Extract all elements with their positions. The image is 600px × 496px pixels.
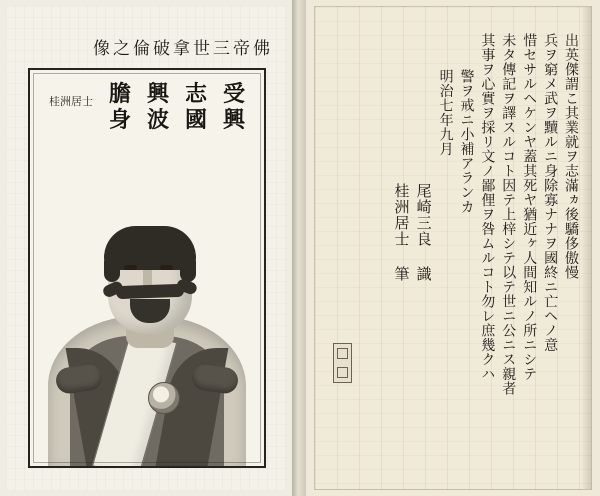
seal-stamp [333, 343, 352, 383]
text-column: 惜セサルヘケンヤ蓋其死ヤ猶近ヶ人間知ルノ所ニシテ [521, 33, 538, 381]
portrait-frame [28, 68, 266, 468]
signature-column: 尾崎三良 識 [414, 183, 433, 282]
poem-column [147, 82, 169, 192]
caption-char: 佛 [253, 38, 270, 59]
left-page [0, 0, 292, 496]
poem-char: 國 [185, 106, 208, 133]
caption-char: 世 [193, 38, 210, 59]
portrait-eye-left [124, 265, 137, 270]
napoleon-iii-portrait [30, 191, 264, 466]
text-column: 兵ヲ窮メ武ヲ黷ルニ身除寡ナナヲ國終ニ亡ヘノ意 [542, 33, 559, 352]
poem-char: 膽 [108, 81, 131, 107]
book-gutter [292, 0, 306, 496]
page-edge-shadow [581, 7, 591, 490]
portrait-medal [148, 382, 180, 414]
poem-signature: 桂洲居士 [48, 95, 93, 108]
text-column: 警ヲ戒ニ小補アランカ [458, 69, 475, 214]
poem-column [185, 82, 207, 192]
poem-char: 波 [146, 106, 169, 133]
poem-char: 興 [146, 81, 169, 107]
signature-column: 桂洲居士 筆 [392, 183, 411, 282]
portrait-eye-right [160, 265, 173, 270]
date-column: 明治七年九月 [437, 69, 454, 156]
caption-char: 像 [93, 38, 110, 59]
text-column: 未タ傳記ヲ譯スルコト因テ上梓シテ以テ世ニ公ニス親者 [500, 33, 517, 396]
portrait-hair [104, 226, 196, 270]
caption-char: 帝 [233, 38, 250, 59]
caption-char: 破 [153, 38, 170, 59]
poem-column [223, 82, 245, 192]
seal-glyph-bottom [337, 367, 348, 378]
left-page-paper [6, 6, 286, 490]
caption-char: 之 [113, 38, 130, 59]
poem-char: 興 [223, 106, 246, 133]
poem-column [109, 82, 131, 192]
poem-char: 志 [185, 81, 208, 107]
vertical-text-block [325, 33, 579, 473]
poem-char: 身 [108, 106, 131, 133]
poem-char: 受 [223, 81, 246, 107]
plate-caption [22, 36, 270, 62]
portrait-moustache [116, 284, 184, 299]
seal-glyph-top [337, 348, 348, 359]
poem-inscription [40, 82, 254, 192]
right-page-paper [314, 6, 592, 490]
caption-char: 三 [213, 38, 230, 59]
caption-char: 拿 [173, 38, 190, 59]
caption-char: 倫 [133, 38, 150, 59]
text-column: 其事ヲ心實ヲ採リ文ノ鄙俚ヲ咎ムルコト勿レ庶幾クハ [479, 33, 496, 381]
text-column: 出英傑謂こ其業就ヲ志滿ヵ後驕侈傲慢 [563, 33, 579, 280]
right-page [306, 0, 600, 496]
